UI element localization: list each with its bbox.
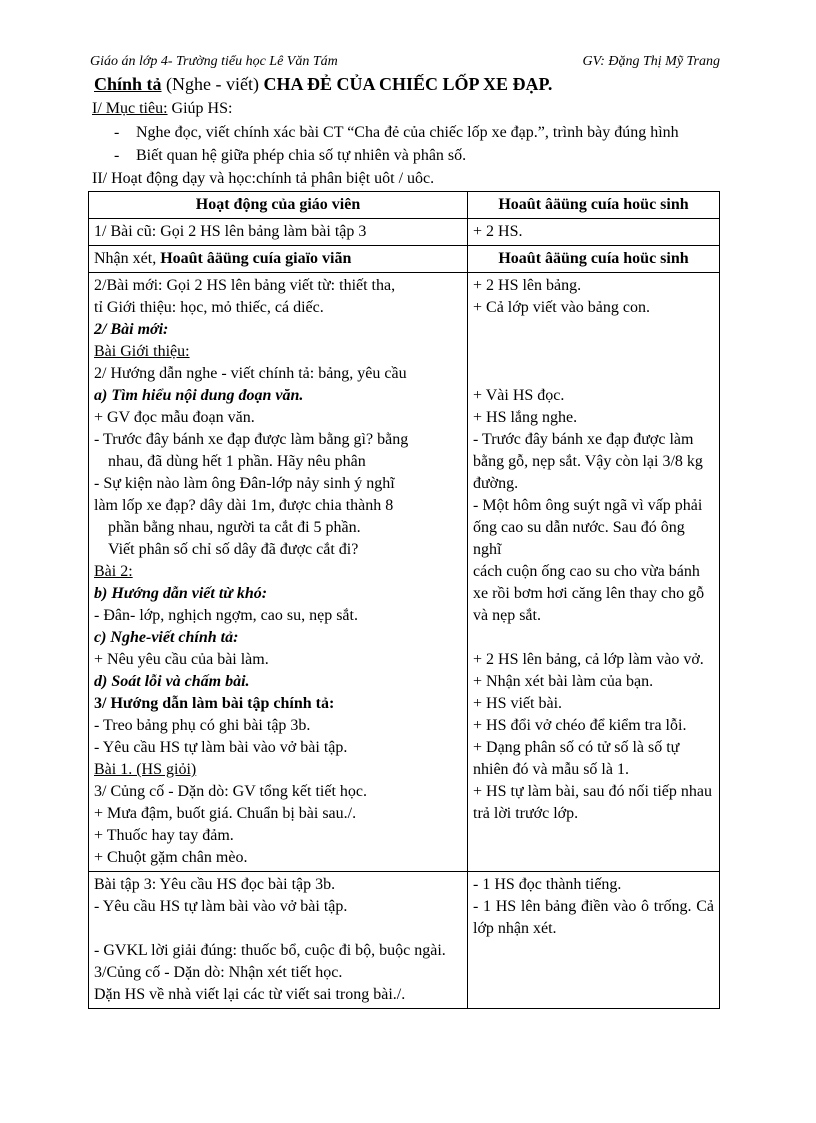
text-line: - 1 HS lên bảng điền vào ô trống. Cả lớp nhận xét. — [473, 898, 714, 937]
text-line: + HS đổi vở chéo để kiểm tra lỗi. — [473, 717, 687, 734]
objective-item: - Nghe đọc, viết chính xác bài CT “Cha đẻ của chiếc lốp xe đạp.”, trình bày đúng hình — [114, 124, 679, 141]
lesson-mode: (Nghe - viết) — [166, 74, 259, 94]
lesson-name: CHA ĐẺ CỦA CHIẾC LỐP XE ĐẠP. — [263, 74, 553, 94]
text-line: 3/ Củng cố - Dặn dò: GV tổng kết tiết học. — [94, 783, 367, 800]
text-line: + Nêu yêu cầu của bài làm. — [94, 651, 269, 668]
table-row — [89, 219, 720, 246]
table-header-row — [89, 192, 720, 219]
lesson-title — [94, 74, 552, 95]
text-line: nhau, đã dùng hết 1 phần. Hãy nêu phân — [108, 453, 366, 470]
table-row — [89, 273, 720, 872]
cell-check-teacher: 1/ Bài cũ: Gọi 2 HS lên bảng làm bài tập 3 — [89, 219, 468, 246]
text-line: - Yêu cầu HS tự làm bài vào vở bài tập. — [94, 739, 348, 756]
text-line: 3/ Hướng dẫn làm bài tập chính tả: — [94, 695, 335, 712]
text-line: phần bằng nhau, người ta cắt đi 5 phần. — [108, 519, 361, 536]
cell-bottom-student — [468, 872, 720, 1009]
text-line: xe rồi bơm hơi căng lên thay cho gỗ — [473, 585, 705, 602]
text-line: 2/ Hướng dẫn nghe - viết chính tả: bảng, yêu cầu — [94, 365, 407, 382]
header-school: Giáo án lớp 4- Trường tiểu học Lê Văn Tám — [90, 54, 338, 69]
text-line: + Chuột gặm chân mèo. — [94, 849, 248, 866]
text-line: c) Nghe-viết chính tả: — [94, 629, 239, 646]
objectives-heading: I/ Mục tiêu: — [92, 100, 168, 117]
table-row — [89, 872, 720, 1009]
text-line: Nhận xét, — [94, 250, 161, 267]
text-line: + Thuốc hay tay đảm. — [94, 827, 234, 844]
text-line: II/ Hoạt động dạy và học: — [92, 170, 256, 187]
section-heading — [92, 170, 434, 188]
text-line: - Trước đây bánh xe đạp được làm — [473, 431, 694, 448]
text-line: + Cả lớp viết vào bảng con. — [473, 299, 650, 316]
text-line: Dặn HS về nhà viết lại các từ viết sai trong bài./. — [94, 986, 406, 1003]
text-line: Nghe đọc, viết chính xác bài CT “Cha đẻ của chiếc lốp xe đạp.”, trình bày đúng hình — [136, 124, 679, 141]
text-line: - 1 HS đọc thành tiếng. — [473, 876, 622, 893]
text-line: + 2 HS lên bảng. — [473, 277, 582, 294]
text-line: tỉ Giới thiệu: học, mỏ thiếc, cá diếc. — [94, 299, 324, 316]
text-line: Bài 1. (HS giỏi) — [94, 761, 197, 778]
text-line: - Sự kiện nào làm ông Đân-lớp nảy sinh ý nghĩ — [94, 475, 395, 492]
header-student-activity: Hoaût âäüng cuía hoüc sinh — [468, 192, 720, 219]
text-line: cách cuộn ống cao su cho vừa bánh — [473, 563, 700, 580]
text-line: - Đân- lớp, nghịch ngợm, cao su, nẹp sắt. — [94, 607, 358, 624]
text-line: trả lời trước lớp. — [473, 805, 579, 822]
text-line: - Treo bảng phụ có ghi bài tập 3b. — [94, 717, 311, 734]
text-line: d) Soát lỗi và chấm bài. — [94, 673, 250, 690]
text-line: 3/Củng cố - Dặn dò: Nhận xét tiết học. — [94, 964, 343, 981]
text-line: + HS lắng nghe. — [473, 409, 578, 426]
cell-main-teacher — [89, 273, 468, 872]
cell-bottom-teacher — [89, 872, 468, 1009]
text-line: 2/ Bài mới: — [94, 321, 169, 338]
text-line: + Vài HS đọc. — [473, 387, 565, 404]
text-line: Bài Giới thiệu: — [94, 343, 190, 360]
text-line: + Mưa đậm, buốt giá. Chuẩn bị bài sau./. — [94, 805, 357, 822]
text-line: + Dạng phân số có tử số là số tự — [473, 739, 680, 756]
text-line: - Trước đây bánh xe đạp được làm bằng gì? bằng — [94, 431, 409, 448]
header-teacher: GV: Đặng Thị Mỹ Trang — [582, 54, 720, 69]
objective-item: - Biết quan hệ giữa phép chia số tự nhiên và phân số. — [114, 147, 467, 164]
text-line: + HS viết bài. — [473, 695, 563, 712]
text-line: Bài 2: — [94, 563, 133, 580]
text-line: và nẹp sắt. — [473, 607, 541, 624]
cell-review-teacher — [89, 246, 468, 273]
objectives-heading-line — [92, 100, 232, 118]
cell-check-student: + 2 HS. — [468, 219, 720, 246]
text-line: - GVKL lời giải đúng: thuốc bổ, cuộc đi bộ, buộc ngài. — [94, 942, 446, 959]
text-line: + 2 HS lên bảng, cả lớp làm vào vở. — [473, 651, 704, 668]
text-line: Viết phân số chỉ số dây đã được cắt đi? — [108, 541, 359, 558]
text-line: - Một hôm ông suýt ngã vì vấp phải — [473, 497, 703, 514]
cell-main-student — [468, 273, 720, 872]
text-line: 2/Bài mới: Gọi 2 HS lên bảng viết từ: thiết tha, — [94, 277, 396, 294]
text-line: Bài tập 3: Yêu cầu HS đọc bài tập 3b. — [94, 876, 336, 893]
text-line: bằng gỗ, nẹp sắt. Vậy còn lại 3/8 kg đường. — [473, 453, 703, 492]
objectives-intro: Giúp HS: — [167, 100, 233, 117]
text-line: + Nhận xét bài làm của bạn. — [473, 673, 654, 690]
text-line: - Yêu cầu HS tự làm bài vào vở bài tập. — [94, 898, 348, 915]
text-line: b) Hướng dẫn viết từ khó: — [94, 585, 268, 602]
header-teacher-activity: Hoạt động của giáo viên — [89, 192, 468, 219]
text-line: + GV đọc mẫu đoạn văn. — [94, 409, 255, 426]
page-header — [90, 54, 720, 72]
table-row — [89, 246, 720, 273]
subject-label: Chính tả — [94, 74, 162, 94]
text-line: a) Tìm hiểu nội dung đoạn văn. — [94, 387, 304, 404]
text-line: + HS tự làm bài, sau đó nối tiếp nhau — [473, 783, 712, 800]
text-line: Biết quan hệ giữa phép chia số tự nhiên và phân số. — [136, 147, 467, 164]
text-line: làm lốp xe đạp? dây dài 1m, được chia thành 8 — [94, 497, 394, 514]
text-line — [94, 918, 462, 940]
cell-review-student: Hoaût âäüng cuía hoüc sinh — [468, 246, 720, 273]
text-line: nhiên đó và mẫu số là 1. — [473, 761, 629, 778]
lesson-table — [88, 191, 720, 1009]
text-line: Hoaût âäüng cuía giaïo viãn — [160, 250, 352, 267]
text-line: ống cao su dẫn nước. Sau đó ông nghĩ — [473, 519, 685, 558]
text-line: chính tả phân biệt uôt / uôc. — [255, 170, 435, 187]
